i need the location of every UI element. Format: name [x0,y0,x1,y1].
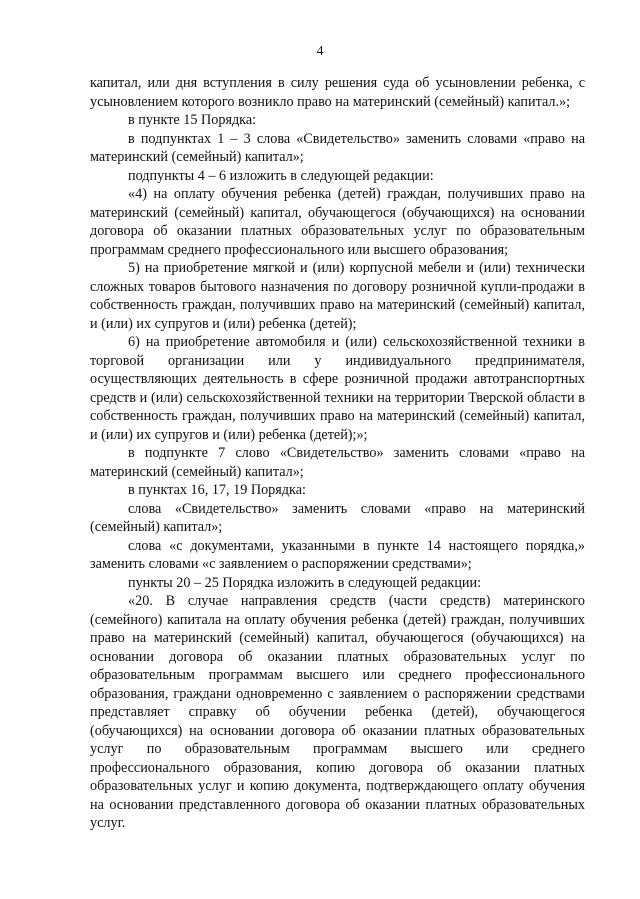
paragraph: слова «с документами, указанными в пункте 14 настоящего порядка,» заменить словами «с заявлением о распоряжении средствами»; [90,537,585,572]
paragraph: 5) на приобретение мягкой и (или) корпусной мебели и (или) технически сложных товаров бытового назначения по договору розничной купли-продажи в собственность граждан, получивших право на материнский (семейный) капитал, и (или) их супругов и (или) ребенка (детей); [90,260,585,332]
paragraph: «4) на оплату обучения ребенка (детей) граждан, получивших право на материнский (семейный) капитал, обучающегося (обучающихся) на основании договора об оказании платных образовательных услуг по образовательным программам среднего профессионального или высшего образования; [90,186,585,258]
paragraph: в подпунктах 1 – 3 слова «Свидетельство» заменить словами «право на материнский (семейный) капитал»; [90,130,585,165]
paragraph: «20. В случае направления средств (части средств) материнского (семейного) капитала на оплату обучения ребенка (детей) граждан, получивших право на материнский (семейный) капитал, обучающегося (обучающихся) на основании договора об оказании платных образовательных услуг по образовательным программам высшего или среднего профессионального образования, граждани одновременно с заявлением о распоряжении средствами представляет справку об обучении ребенка (детей), обучающегося (обучающихся) на основании договора об оказании платных образовательных услуг по образовательным программам высшего или среднего профессионального образования, копию договора об оказании платных образовательных услуг и копию документа, подтверждающего оплату обучения на основании представленного договора об оказании платных образовательных услуг. [90,593,585,831]
paragraph: в пунктах 16, 17, 19 Порядка: [128,482,306,498]
document-body [90,74,585,833]
paragraph: пункты 20 – 25 Порядка изложить в следующей редакции: [128,574,482,591]
page-number: 4 [316,44,324,59]
paragraph: в пункте 15 Порядка: [128,112,257,128]
paragraph: капитал, или дня вступления в силу решения суда об усыновлении ребенка, с усыновлением которого возникло право на материнский (семейный) капитал.»; [90,75,585,110]
paragraph: подпункты 4 – 6 изложить в следующей редакции: [128,167,434,184]
paragraph: 6) на приобретение автомобиля и (или) сельскохозяйственной техники в торговой организации или у индивидуального предпринимателя, осуществляющих деятельность в сфере розничной продажи автотранспортных средств и (или) сельскохозяйственной техники на территории Тверской области в собственность граждан, получивших право на материнский (семейный) капитал, и (или) их супругов и (или) ребенка (детей);»; [90,334,585,443]
paragraph: слова «Свидетельство» заменить словами «право на материнский (семейный) капитал»; [90,500,585,535]
paragraph: в подпункте 7 слово «Свидетельство» заменить словами «право на материнский (семейный) капитал»; [90,445,585,480]
